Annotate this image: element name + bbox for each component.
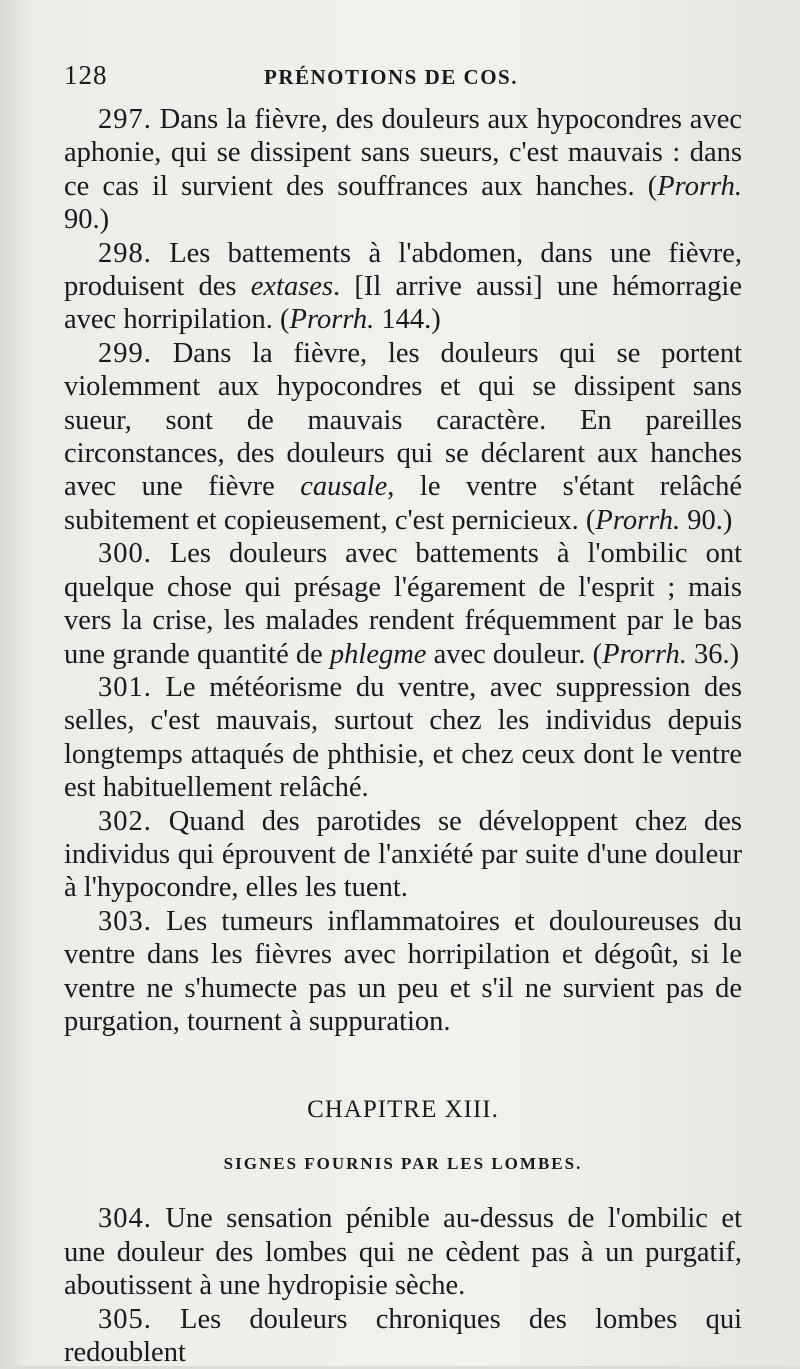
paragraph-text: . [Il arrive aussi] une hémorragie avec horripilation. ( (64, 271, 742, 336)
paragraph-number: 305. (98, 1303, 152, 1335)
paragraph-303 (64, 905, 742, 1039)
paragraph-text: Les douleurs avec battements à l'ombilic ont quelque chose qui présage l'égarement de l'esprit ; mais vers la crise, les malades rendent fréquemment par le bas une grande quantité de (64, 538, 742, 670)
reference: Prorrh. (289, 304, 375, 336)
paragraph-number: 301. (98, 671, 152, 703)
paragraph-number: 298. (98, 237, 152, 269)
paragraph-number: 300. (98, 538, 152, 570)
emphasis: extases (250, 271, 334, 303)
paragraph-number: 297. (98, 104, 152, 135)
running-head (64, 60, 742, 91)
reference-number: 90.) (680, 504, 733, 536)
emphasis: causale (300, 471, 388, 503)
paragraph-299 (64, 337, 742, 537)
paragraph-number: 302. (98, 805, 152, 837)
paragraph-text: Quand des parotides se développent chez des individus qui éprouvent de l'anxiété par suite d'une douleur à l'hypocondre, elles les tuent. (64, 805, 742, 904)
reference-number: 36.) (686, 638, 740, 670)
reference: Prorrh. (602, 638, 687, 670)
page-number: 128 (64, 60, 108, 90)
reference: Prorrh. (595, 504, 681, 536)
paragraph-number: 299. (98, 337, 152, 369)
chapter-subtitle: SIGNES FOURNIS PAR LES LOMBES. (223, 1154, 583, 1174)
paragraph-text: Le météorisme du ventre, avec suppression des selles, c'est mauvais, surtout chez les individus depuis longtemps attaqués de phthisie, et chez ceux dont le ventre est habituellement relâché. (64, 671, 742, 804)
paragraph-text: Les tumeurs inflammatoires et douloureuses du ventre dans les fièvres avec horripilation et dégoût, si le ventre ne s'humecte pas un peu et s'il ne survient pas de purgation, tournent à suppuration. (64, 905, 742, 1037)
paragraph-302 (64, 805, 742, 905)
paragraph-text: Les douleurs chroniques des lombes qui redoublent (64, 1303, 742, 1368)
paragraph-text: Dans la fièvre, des douleurs aux hypocondres avec aphonie, qui se dissipent sans sueurs, c'est mauvais : dans ce cas il survient des souffrances aux hanches. ( (64, 104, 742, 202)
reference-number: 90.) (64, 204, 110, 236)
paragraph-297 (64, 103, 742, 237)
paragraph-text: Les battements à l'abdomen, dans une fièvre, produisent des (64, 237, 742, 303)
running-title: PRÉNOTIONS DE COS. (264, 65, 518, 89)
paragraph-text: Une sensation pénible au-dessus de l'ombilic et une douleur des lombes qui ne cèdent pas à un purgatif, aboutissent à une hydropisie sèche. (64, 1203, 742, 1302)
paragraph-300 (64, 537, 742, 671)
paragraph-text: , le ventre s'étant relâché subitement et copieusement, c'est pernicieux. ( (64, 471, 742, 536)
paragraph-298 (64, 237, 742, 337)
paragraph-305 (64, 1303, 742, 1369)
paragraph-number: 304. (98, 1203, 152, 1235)
reference-number: 144.) (374, 304, 441, 336)
emphasis: phlegme (329, 638, 427, 670)
paragraph-text: Dans la fièvre, les douleurs qui se portent violemment aux hypocondres et qui se dissipent sans sueur, sont de mauvais caractère. En pareilles circonstances, des douleurs qui se déclarent aux hanches avec une fièvre (64, 337, 742, 503)
paragraph-number: 303. (98, 905, 152, 937)
reference: Prorrh. (657, 170, 742, 202)
chapter-heading: CHAPITRE XIII. (307, 1096, 499, 1124)
paragraph-301 (64, 671, 742, 805)
paragraph-304 (64, 1202, 742, 1302)
paragraph-text: avec douleur. ( (426, 638, 603, 670)
